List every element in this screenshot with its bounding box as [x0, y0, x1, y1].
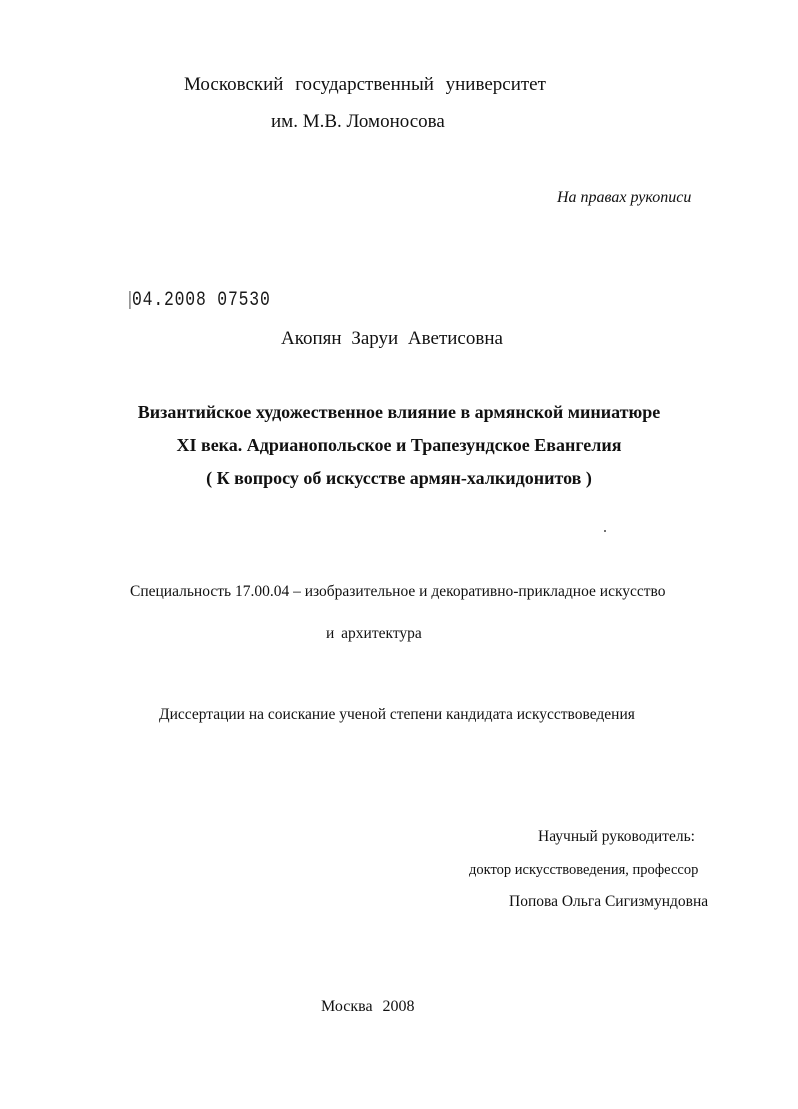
manuscript-rights-note: На правах рукописи [557, 189, 692, 206]
thesis-title-line-2: XI века. Адрианопольское и Трапезундское Евангелия [176, 435, 622, 455]
university-name: Московский государственный университет [184, 74, 546, 95]
degree-statement: Диссертации на соискание ученой степени кандидата искусствоведения [159, 706, 635, 723]
author-name: Акопян Заруи Аветисовна [281, 328, 503, 349]
university-named-after: им. М.В. Ломоносова [271, 111, 445, 132]
supervisor-label: Научный руководитель: [538, 828, 695, 845]
thesis-title-line-1: Византийское художественное влияние в армянской миниатюре [137, 402, 661, 422]
thesis-subtitle: ( К вопросу об искусстве армян-халкидонитов ) [206, 468, 592, 488]
scan-speck [604, 530, 606, 532]
supervisor-degree: доктор искусствоведения, профессор [469, 862, 699, 878]
supervisor-name: Попова Ольга Сигизмундовна [509, 893, 709, 910]
city-and-year: Москва 2008 [321, 998, 415, 1015]
specialty-line-2: и архитектура [326, 625, 422, 642]
document-registration-number: 04.2008 07530 [132, 289, 271, 312]
specialty-line-1: Специальность 17.00.04 – изобразительное и декоративно-прикладное искусство [130, 583, 666, 600]
